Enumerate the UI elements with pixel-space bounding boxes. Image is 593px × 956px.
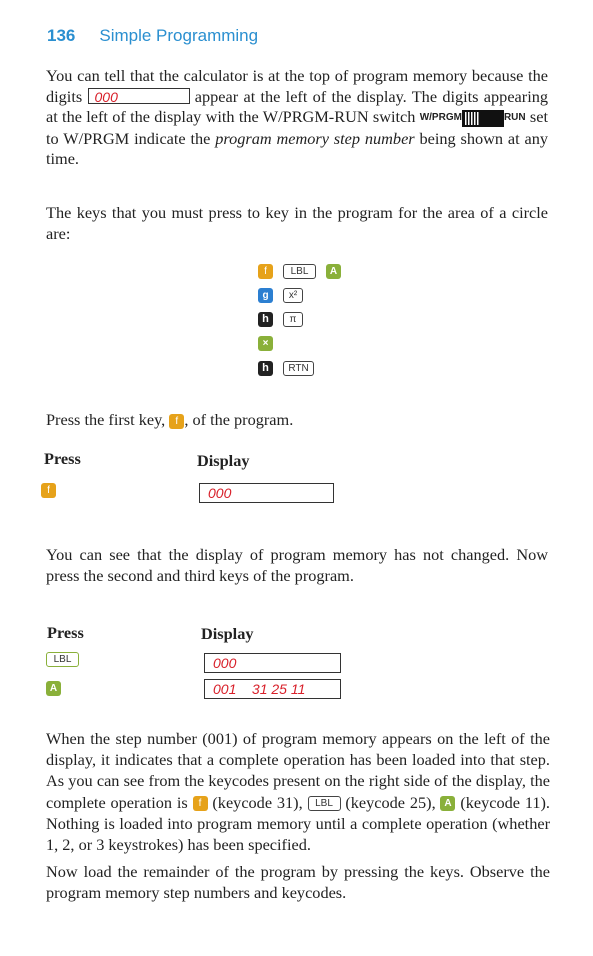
table2-row-2 [46,679,61,697]
program-step-3 [258,310,303,328]
f-key-icon: f [41,483,56,498]
chapter-title: Simple Programming [99,26,259,45]
x-squared-key-icon: x² [283,288,303,303]
f-key-icon: f [193,796,208,811]
program-step-1 [258,262,341,280]
paragraph-press-first: Press the first key, f , of the program. [46,410,294,429]
paragraph-not-changed: You can see that the display of program memory has not changed. Now press the second and third keys of the program. [46,545,548,585]
paragraph-step-number: When the step number (001) of program memory appears on the left of the display, it indicates that a complete operation has been loaded into that step. As you can see from the keycodes present on the right side of the display, the complete operation is f (keycode 31), LBL (keycode 25), A (keycode 11). Nothing is loaded into program memory until a complete operation (whether 1, 2, or 3 keystrokes) has been specified. [46,729,550,855]
program-step-2 [258,286,303,304]
a-key-icon: A [440,796,455,811]
h-key-icon: h [258,312,273,327]
table1-press-header: Press [44,449,81,468]
table1-row [41,481,56,499]
switch-label-wprgm: W/PRGM [419,112,462,124]
paragraph-intro: You can tell that the calculator is at the top of program memory because the digits 000 appear at the left of the display. The digits appearing at the left of the display with the W/PRGM-RUN switch W/PRGM RUN set to W/PRGM indicate the program memory step number being shown at any time. [46,66,549,169]
paragraph-keys-intro: The keys that you must press to key in the program for the area of a circle are: [46,203,548,243]
table2-display-2: 001 31 25 11 [204,679,341,699]
wprgm-run-switch-icon [462,110,504,127]
a-key-icon: A [46,681,61,696]
lbl-key-icon: LBL [283,264,316,279]
pi-key-icon: π [283,312,303,327]
f-key-icon: f [258,264,273,279]
a-key-icon: A [326,264,341,279]
program-step-5 [258,359,314,377]
g-key-icon: g [258,288,273,303]
inline-display: 000 [88,88,190,104]
multiply-key-icon: × [258,336,273,351]
program-step-4 [258,334,273,352]
lbl-key-icon: LBL [308,796,341,811]
lbl-key-icon: LBL [46,652,79,667]
page-number: 136 [47,26,76,45]
table2-press-header: Press [47,623,84,642]
table2-display-1: 000 [204,653,341,673]
table2-display-header: Display [201,624,254,643]
table1-display-header: Display [197,451,250,470]
rtn-key-icon: RTN [283,361,314,376]
paragraph-load-remainder: Now load the remainder of the program by pressing the keys. Observe the program memory step numbers and keycodes. [46,862,550,902]
table1-display: 000 [199,483,334,503]
italic-term: program memory step number [215,128,415,148]
f-key-icon: f [169,414,184,429]
table2-row-1 [46,650,79,668]
h-key-icon: h [258,361,273,376]
switch-label-run: RUN [503,112,526,124]
page-header [47,26,258,46]
